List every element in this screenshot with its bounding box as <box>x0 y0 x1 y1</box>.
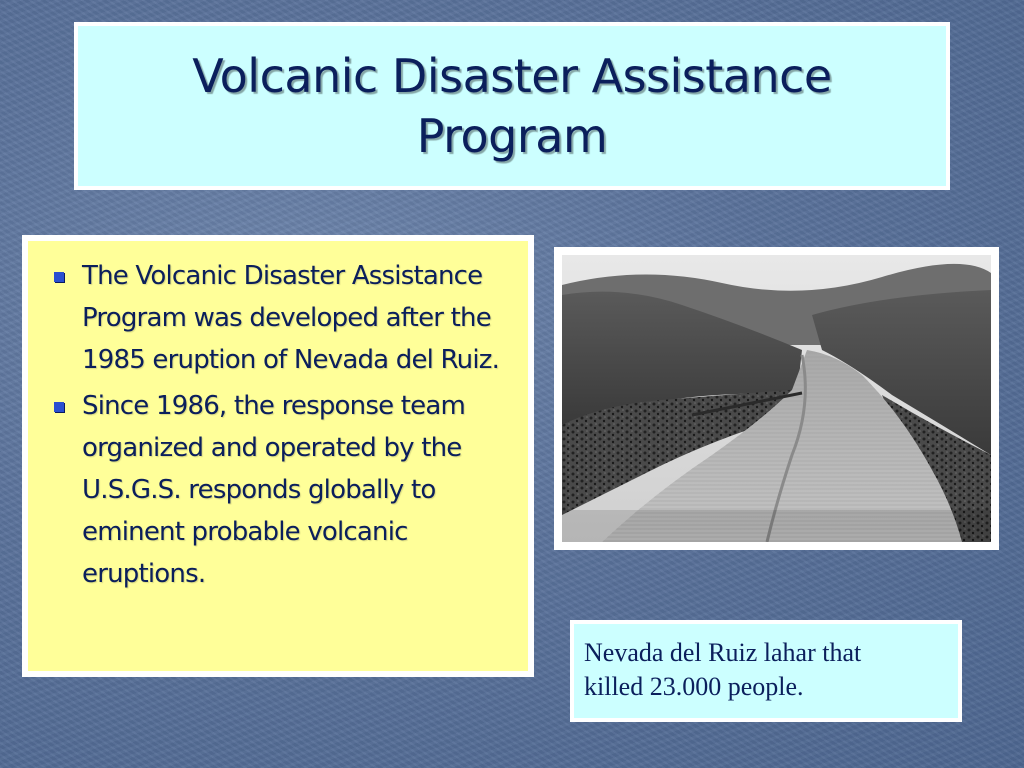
bullet-item <box>42 385 518 595</box>
bullet-item <box>42 255 518 381</box>
square-bullet-icon <box>54 272 64 282</box>
bullet-list <box>42 255 518 595</box>
bullet-text: Since 1986, the response team organized and operated by the U.S.G.S. responds globally to eminent probable volcanic eruptions. <box>82 391 465 589</box>
slide-title: Volcanic Disaster Assistance Program <box>192 49 832 163</box>
photo-caption: Nevada del Ruiz lahar that killed 23.000 people. <box>584 638 862 701</box>
lahar-photo-frame <box>554 247 999 550</box>
lahar-photo <box>562 255 991 542</box>
photo-caption-box <box>570 620 962 722</box>
square-bullet-icon <box>54 402 64 412</box>
bullet-text-box <box>22 235 534 677</box>
bullet-text: The Volcanic Disaster Assistance Program was developed after the 1985 eruption of Nevada del Ruiz. <box>82 261 500 375</box>
photo-bottom-shade <box>562 510 991 542</box>
title-box <box>74 22 950 190</box>
